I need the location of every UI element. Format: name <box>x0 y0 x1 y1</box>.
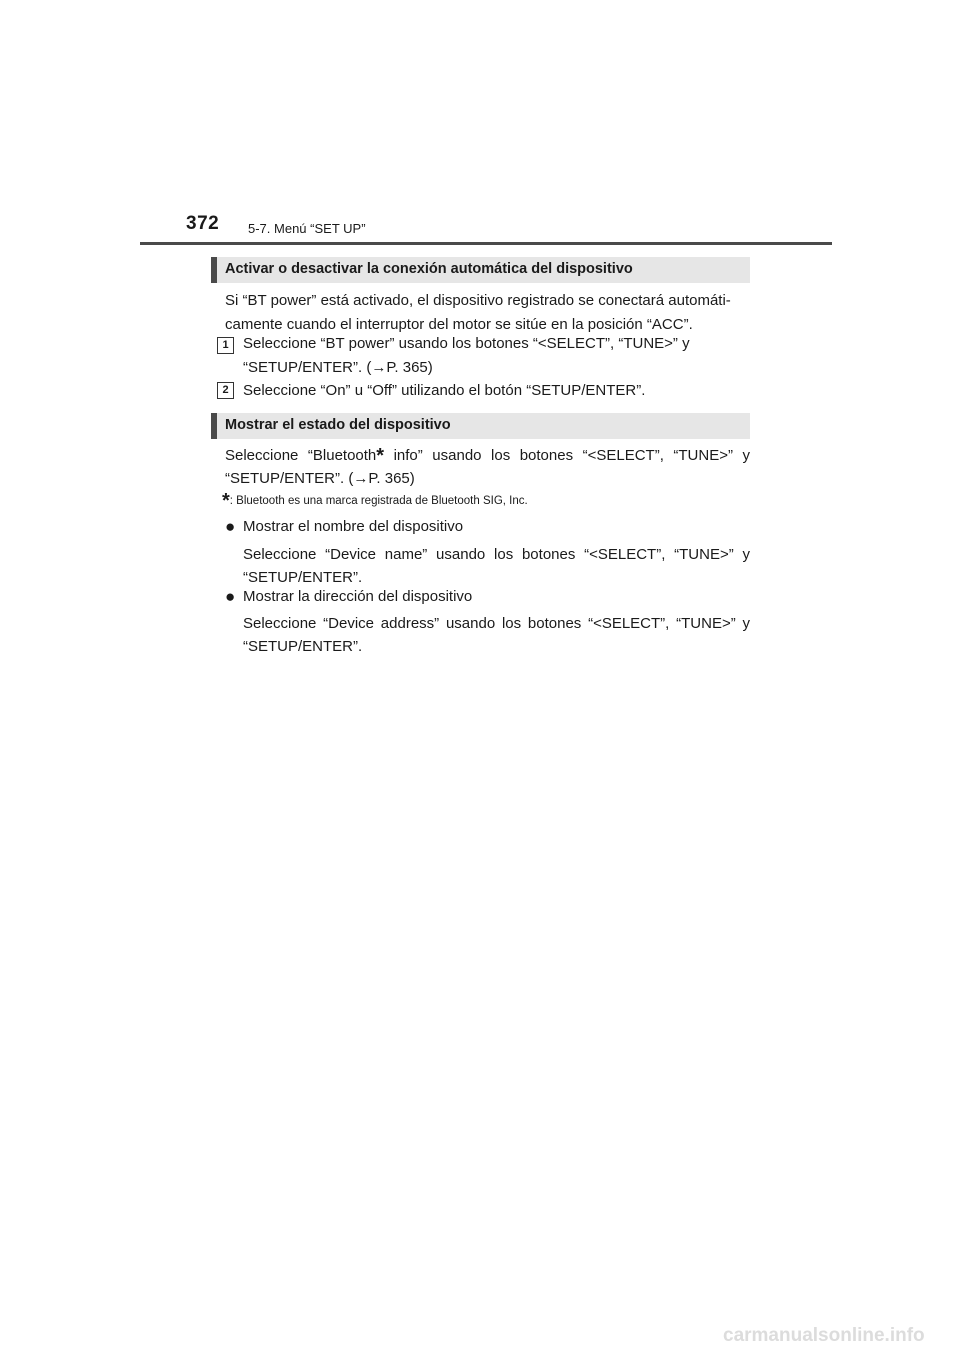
footnote <box>222 490 528 513</box>
bullet-label-device-address: Mostrar la dirección del dispositivo <box>243 588 473 605</box>
bullet-icon: ● <box>225 587 236 606</box>
footnote-asterisk-icon: * <box>222 490 230 512</box>
watermark: carmanualsonline.info <box>723 1325 925 1346</box>
section-heading-auto-connect <box>211 257 750 283</box>
bullet2-line2: “SETUP/ENTER”. <box>243 638 363 655</box>
section1-intro-line2: camente cuando el interruptor del motor se sitúe en la posición “ACC”. <box>225 316 693 333</box>
section-heading-device-status <box>211 413 750 439</box>
section2-intro-line2: “SETUP/ENTER”. (→P. 365) <box>225 470 415 487</box>
step1-line1: Seleccione “BT power” usando los botones “<SELECT”, “TUNE>” y <box>243 335 690 352</box>
step1-line2: “SETUP/ENTER”. (→P. 365) <box>243 359 433 376</box>
section1-intro-line1: Si “BT power” está activado, el dispositivo registrado se conectará automáti- <box>225 292 731 309</box>
section2-intro-line1 <box>225 444 750 468</box>
bullet-label-device-name: Mostrar el nombre del dispositivo <box>243 518 464 535</box>
footnote-text: : Bluetooth es una marca registrada de Bluetooth SIG, Inc. <box>229 495 528 507</box>
bullet1-line2: “SETUP/ENTER”. <box>243 569 363 586</box>
intro-text-a: Seleccione “Bluetooth <box>225 447 377 464</box>
step-number-2: 2 <box>217 382 234 399</box>
bullet-icon: ● <box>225 517 236 536</box>
section-heading-text: Activar o desactivar la conexión automática del dispositivo <box>225 261 633 277</box>
section-reference: 5-7. Menú “SET UP” <box>248 221 366 236</box>
bullet2-line1: Seleccione “Device address” usando los botones “<SELECT”, “TUNE>” y <box>243 615 750 632</box>
section-heading-text: Mostrar el estado del dispositivo <box>225 417 451 433</box>
step2-line1: Seleccione “On” u “Off” utilizando el botón “SETUP/ENTER”. <box>243 382 646 399</box>
intro-text-b: info” usando los botones “<SELECT”, “TUNE>” y <box>384 447 750 464</box>
asterisk-icon: * <box>376 445 385 467</box>
bullet1-line1: Seleccione “Device name” usando los botones “<SELECT”, “TUNE>” y <box>243 546 750 563</box>
page-number: 372 <box>186 213 220 234</box>
step-number-1: 1 <box>217 337 234 354</box>
header-rule <box>140 242 832 245</box>
